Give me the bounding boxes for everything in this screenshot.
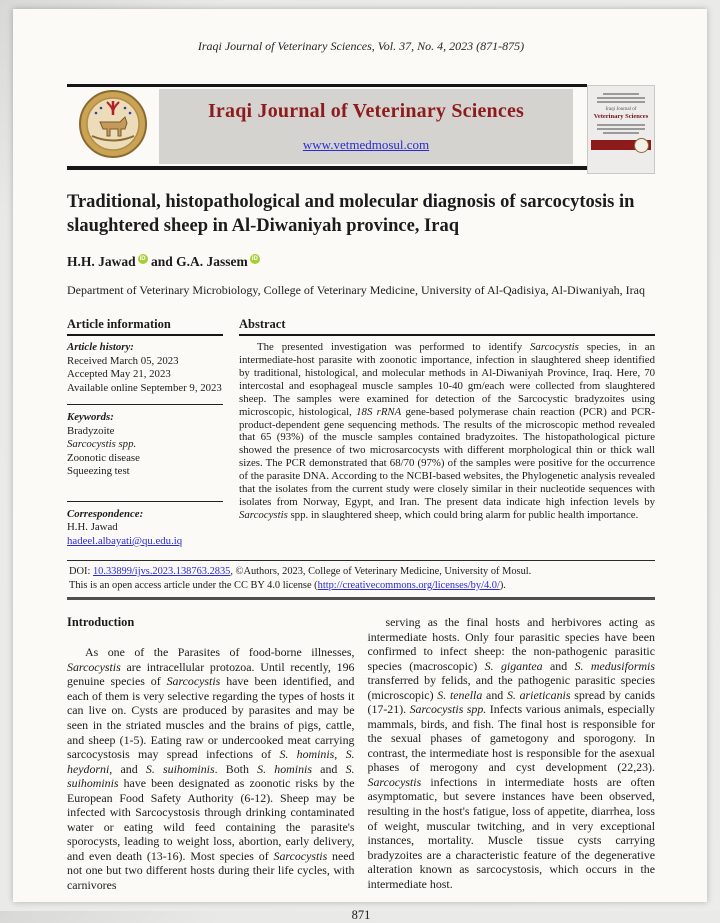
divider [67,404,223,405]
correspondence-label: Correspondence: [67,507,144,520]
license-prefix: This is an open access article under the CC BY 4.0 license ( [69,579,318,591]
cover-text-bar [597,97,645,99]
masthead [159,89,573,164]
article-information-panel [67,317,223,548]
abstract-panel [239,317,655,548]
divider [67,501,223,502]
running-head: Iraqi Journal of Veterinary Sciences, Vol. 37, No. 4, 2023 (871-875) [197,39,525,53]
history-accepted: Accepted May 21, 2023 [67,368,171,381]
cover-journal-line: Iraqi Journal of [605,107,637,112]
affiliation: Department of Veterinary Microbiology, College of Veterinary Medicine, University of Al-Qadisiya, Al-Diwaniyah, Iraq [67,282,645,297]
article-information-heading: Article information [67,317,223,337]
introduction-paragraph-left: As one of the Parasites of food-borne illnesses, Sarcocystis are intracellular protozoa. Until recently, 196 genuine species of Sarcocystis have been identified, and each of them is very selective regarding the types of hosts it can live on. Cysts are produced by parasites and may be seen in the striated muscles and the brains of pigs, cattle, and sheep (1-5). Eating raw or undercooked meat carrying sarcocystosis may spread infections of S. hominis, S. heydorni, and S. suihominis. Both S. hominis and S. suihominis have been designated as zoonotic risks by the European Food Safety Authority (6-12). Sheep may be infected with Sarcocystosis through drinking contaminated water or eating wild feed containing the parasite's sporocysts, leading to weight loss, abortion, early delivery, and even death (13-16). Most species of Sarcocystis need not one but two different hosts during their life cycles, with carnivores [67,645,355,892]
journal-logo [67,89,159,164]
license-link[interactable]: http://creativecommons.org/licenses/by/4.0/ [317,579,500,591]
introduction-left-column [67,615,355,892]
introduction-heading: Introduction [67,615,135,630]
orcid-icon[interactable]: iD [251,256,258,263]
license-line [69,579,653,593]
journal-cover-thumbnail [587,85,655,174]
keyword: Squeezing test [67,465,130,478]
banner-bottom-rule [67,166,655,170]
doi-suffix: , ©Authors, 2023, College of Veterinary Medicine, University of Mosul. [230,566,532,578]
orcid-icon[interactable]: iD [139,256,146,263]
doi-line [69,565,653,579]
cover-text-bar [597,124,645,126]
journal-banner [67,84,655,170]
keyword: Zoonotic disease [67,451,140,464]
license-suffix: ). [499,579,506,591]
paper-page [13,9,707,923]
cover-text-bar [597,101,645,103]
article-history-label: Article history: [67,341,134,354]
cover-emblem-icon [634,138,649,153]
history-available-online: Available online September 9, 2023 [67,381,222,394]
cover-text-bar [603,132,639,134]
author-line [67,254,655,270]
cover-title: Veterinary Sciences [593,113,649,120]
abstract-text: The presented investigation was performed to identify Sarcocystis species, in an intermediate-host parasite with zoonotic importance, infection in slaughtered sheep identified by traditional, histological, and molecular methods in Al-Diwaniyah Province, Iraq. Here, 70 intercostal and esophageal muscle samples 10-40 gm/each were collected from slaughtered sheep. The samples were examined for detection of the Sarcocystic bradyzoites using microscopic, histological, 18S rRNA gene-based polymerase chain reaction (PCR) and PCR-product-dependent gene sequencing methods. The results of the microscopic method revealed that 65 (93%) of the muscle samples contained bradyzoites. The histopathological picture showed the presence of two microsarcocysts with different morphological thin or thick wall sizes. The PCR demonstrated that 68/70 (97%) of the samples were positive for the occurrence of the parasite DNA. According to the NCBI-based websites, the Phylogenetic analysis revealed that the isolates from the current study were closely similar in their nucleotide sequences with isolates from Norway, Egypt, and Iran. The present data indicate high infection levels by Sarcocystis spp. in slaughtered sheep, which could bring alarm for public health importance. [239,340,655,522]
doi-link[interactable]: 10.33899/ijvs.2023.138763.2835 [92,566,231,578]
journal-title: Iraqi Journal of Veterinary Sciences [207,100,525,122]
keyword: Sarcocystis spp. [67,438,137,451]
veterinary-college-emblem-icon [74,89,152,164]
introduction-paragraph-right: serving as the final hosts and herbivores acting as intermediate hosts. Only four parasitic species have been confirmed to infect sheep: the non-pathogenic parasitic species (macroscopic) S. gigantea and S. medusiformis transferred by felids, and the pathogenic parasitic species (microscopic) S. tenella and S. arieticanis spread by canids (17-21). Sarcocystis spp. Infects various animals, especially mammals, birds, and fish. The final host is responsible for the sexual phases of gametogony and sporogony. In contrast, the intermediate host is responsible for the asexual phases of merogony and cyst development (22,23). Sarcocystis infections in intermediate hosts are often asymptomatic, but severe instances have been observed, resulting in the host's fatigue, loss of appetite, diarrhea, loss of weight, muscular twitching, and in very exceptional instances, mortality. Muscle tissue cysts carrying bradyzoites are a characteristic feature of the degenerative alteration known as sarcocystosis, which occurs in the intermediate host. [367,615,656,891]
cover-red-band [591,140,651,150]
history-received: Received March 05, 2023 [67,354,179,367]
article-title: Traditional, histopathological and molecular diagnosis of sarcocytosis in slaughtered sheep in Al-Diwaniyah province, Iraq [67,192,635,237]
author-name: H.H. Jawad [67,253,136,269]
authors-joiner: and [147,253,177,269]
journal-website-link[interactable]: www.vetmedmosul.com [302,137,430,152]
keyword: Bradyzoite [67,424,115,437]
correspondence-email-link[interactable]: hadeel.albayati@qu.edu.iq [67,534,183,547]
page-number: 871 [351,908,371,923]
cover-text-bar [597,128,645,130]
doi-license-box [67,560,655,600]
introduction-right-column [368,615,656,892]
abstract-heading: Abstract [239,317,655,336]
author-name: G.A. Jassem [176,253,248,269]
doi-prefix: DOI: [69,566,93,578]
cover-text-bar [603,93,639,95]
keywords-label: Keywords: [67,411,114,424]
correspondent-name: H.H. Jawad [67,521,118,534]
